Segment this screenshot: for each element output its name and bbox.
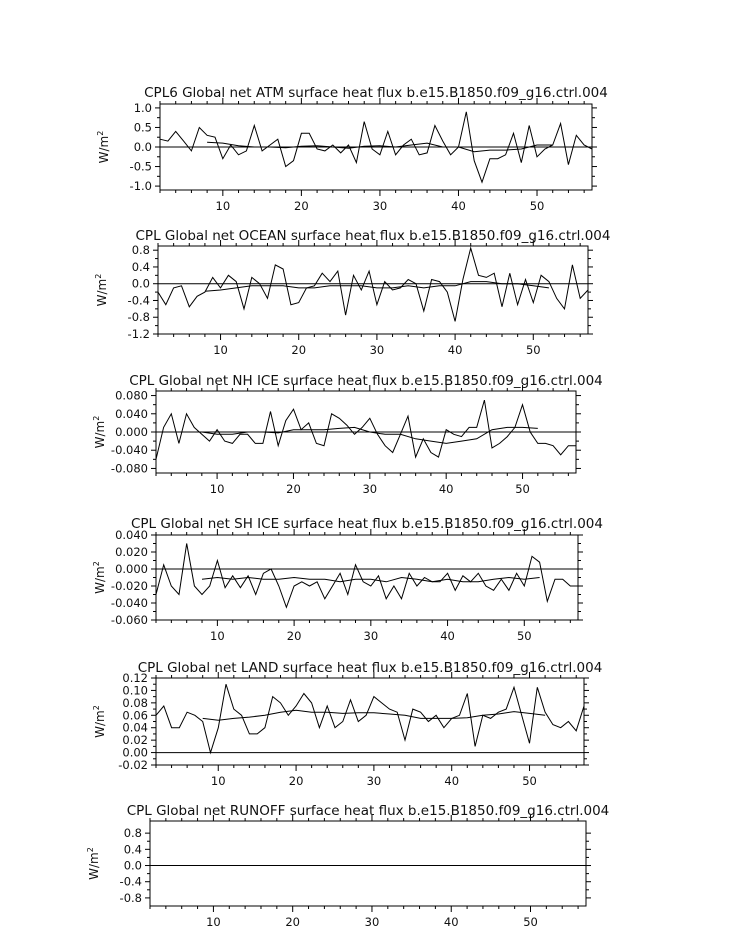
y-tick-label: 1.0 (133, 100, 152, 115)
y-tick-label: 0.12 (122, 671, 148, 685)
y-axis-label-superscript: 2 (94, 273, 103, 279)
y-axis-label: $W/m^2$ (96, 130, 111, 164)
chart-title: CPL Global net SH ICE surface heat flux b.e15.B1850.f09_g16.ctrl.004 (130, 516, 604, 532)
chart-panel-1 (96, 85, 608, 213)
x-tick-label: 10 (215, 199, 231, 213)
x-tick-label: 10 (210, 774, 226, 788)
y-axis-label: $W/m^2$ (92, 415, 107, 449)
y-tick-label: -1.2 (127, 327, 150, 341)
chart-title: CPL Global net NH ICE surface heat flux b.e15.B1850.f09_g16.ctrl.004 (129, 373, 603, 389)
x-tick-label: 30 (366, 774, 382, 788)
y-tick-label: 0.4 (123, 842, 142, 857)
x-tick-label: 20 (286, 629, 302, 643)
chart-title: CPL Global net OCEAN surface heat flux b.e15.B1850.f09_g16.ctrl.004 (135, 228, 611, 244)
chart-panel-3 (92, 373, 603, 496)
x-tick-label: 40 (438, 482, 454, 496)
x-tick-label: 40 (443, 915, 459, 929)
y-axis-label: $W/m^2$ (94, 273, 109, 307)
x-tick-label: 50 (516, 629, 532, 643)
y-tick-label: 0.040 (115, 528, 148, 542)
y-tick-label: 0.4 (131, 259, 150, 274)
y-tick-label: 0.8 (123, 826, 142, 841)
y-tick-label: 0.0 (133, 140, 152, 154)
y-tick-label: -0.02 (118, 758, 148, 772)
y-tick-label: 0.0 (123, 858, 142, 873)
y-axis-label-superscript: 2 (92, 705, 101, 711)
y-tick-label: 0.00 (122, 745, 148, 760)
x-tick-label: 30 (364, 915, 380, 929)
x-tick-label: 40 (440, 629, 455, 643)
y-tick-label: -0.4 (119, 874, 142, 889)
y-tick-label: -0.020 (110, 579, 148, 593)
y-tick-label: 0.5 (133, 120, 152, 135)
y-tick-label: 0.040 (115, 406, 148, 421)
y-tick-label: 0.000 (115, 425, 148, 439)
y-tick-label: -0.5 (129, 159, 152, 174)
chart-panel-5 (92, 660, 602, 788)
chart-panel-6 (86, 803, 609, 929)
y-tick-label: 0.10 (122, 683, 148, 698)
y-tick-label: -1.0 (129, 179, 152, 194)
y-axis-label-superscript: 2 (96, 130, 105, 136)
annual-series-line (156, 684, 584, 752)
y-tick-label: 0.02 (122, 733, 148, 748)
x-tick-label: 50 (525, 343, 541, 357)
y-axis-label: $W/m^2$ (86, 847, 101, 880)
y-tick-label: -0.4 (127, 293, 150, 308)
x-tick-label: 30 (372, 199, 388, 213)
plot-frame (150, 821, 586, 906)
x-tick-label: 10 (213, 343, 228, 357)
y-axis-label-superscript: 2 (92, 415, 101, 421)
y-tick-label: -0.080 (110, 461, 148, 476)
x-tick-label: 20 (288, 774, 304, 788)
annual-series-line (156, 400, 576, 459)
y-tick-label: 0.080 (115, 388, 148, 403)
chart-panel-2 (94, 228, 610, 357)
x-tick-label: 50 (523, 915, 538, 929)
chart-panel-4 (92, 516, 603, 643)
x-tick-label: 20 (291, 343, 307, 357)
x-tick-label: 10 (209, 482, 225, 496)
y-tick-label: 0.020 (115, 545, 148, 559)
x-tick-label: 30 (363, 629, 379, 643)
y-tick-label: 0.06 (122, 708, 148, 723)
x-tick-label: 30 (362, 482, 378, 496)
x-tick-label: 50 (522, 774, 537, 788)
x-tick-label: 40 (444, 774, 460, 788)
chart-title: CPL6 Global net ATM surface heat flux b.e15.B1850.f09_g16.ctrl.004 (144, 85, 608, 101)
x-tick-label: 20 (286, 482, 301, 496)
y-tick-label: -0.040 (110, 596, 148, 610)
y-axis-label: $W/m^2$ (92, 705, 107, 738)
x-tick-label: 50 (529, 199, 545, 213)
running-mean-line (202, 578, 540, 582)
x-tick-label: 50 (515, 482, 530, 496)
running-mean-line (202, 427, 538, 443)
y-tick-label: 0.0 (131, 276, 150, 291)
x-tick-label: 10 (206, 915, 221, 929)
plot-frame (156, 678, 584, 765)
x-tick-label: 40 (447, 343, 463, 357)
x-tick-label: 20 (285, 915, 301, 929)
y-tick-label: 0.08 (122, 695, 148, 710)
x-tick-label: 20 (294, 199, 309, 213)
y-tick-label: 0.000 (115, 562, 148, 576)
y-tick-label: 0.8 (131, 243, 150, 258)
y-tick-label: -0.8 (127, 310, 150, 325)
chart-title: CPL Global net LAND surface heat flux b.e15.B1850.f09_g16.ctrl.004 (137, 660, 603, 676)
y-axis-label: $W/m^2$ (92, 561, 107, 594)
y-tick-label: 0.04 (122, 720, 148, 735)
y-tick-label: -0.040 (110, 443, 148, 458)
annual-series-line (156, 544, 578, 608)
x-tick-label: 30 (369, 343, 385, 357)
y-tick-label: -0.8 (119, 890, 142, 905)
y-axis-label-superscript: 2 (92, 561, 101, 567)
y-tick-label: -0.060 (110, 613, 148, 627)
chart-title: CPL Global net RUNOFF surface heat flux b.e15.B1850.f09_g16.ctrl.004 (126, 803, 610, 819)
x-tick-label: 10 (210, 629, 225, 643)
y-axis-label-superscript: 2 (86, 847, 95, 853)
x-tick-label: 40 (451, 199, 466, 213)
